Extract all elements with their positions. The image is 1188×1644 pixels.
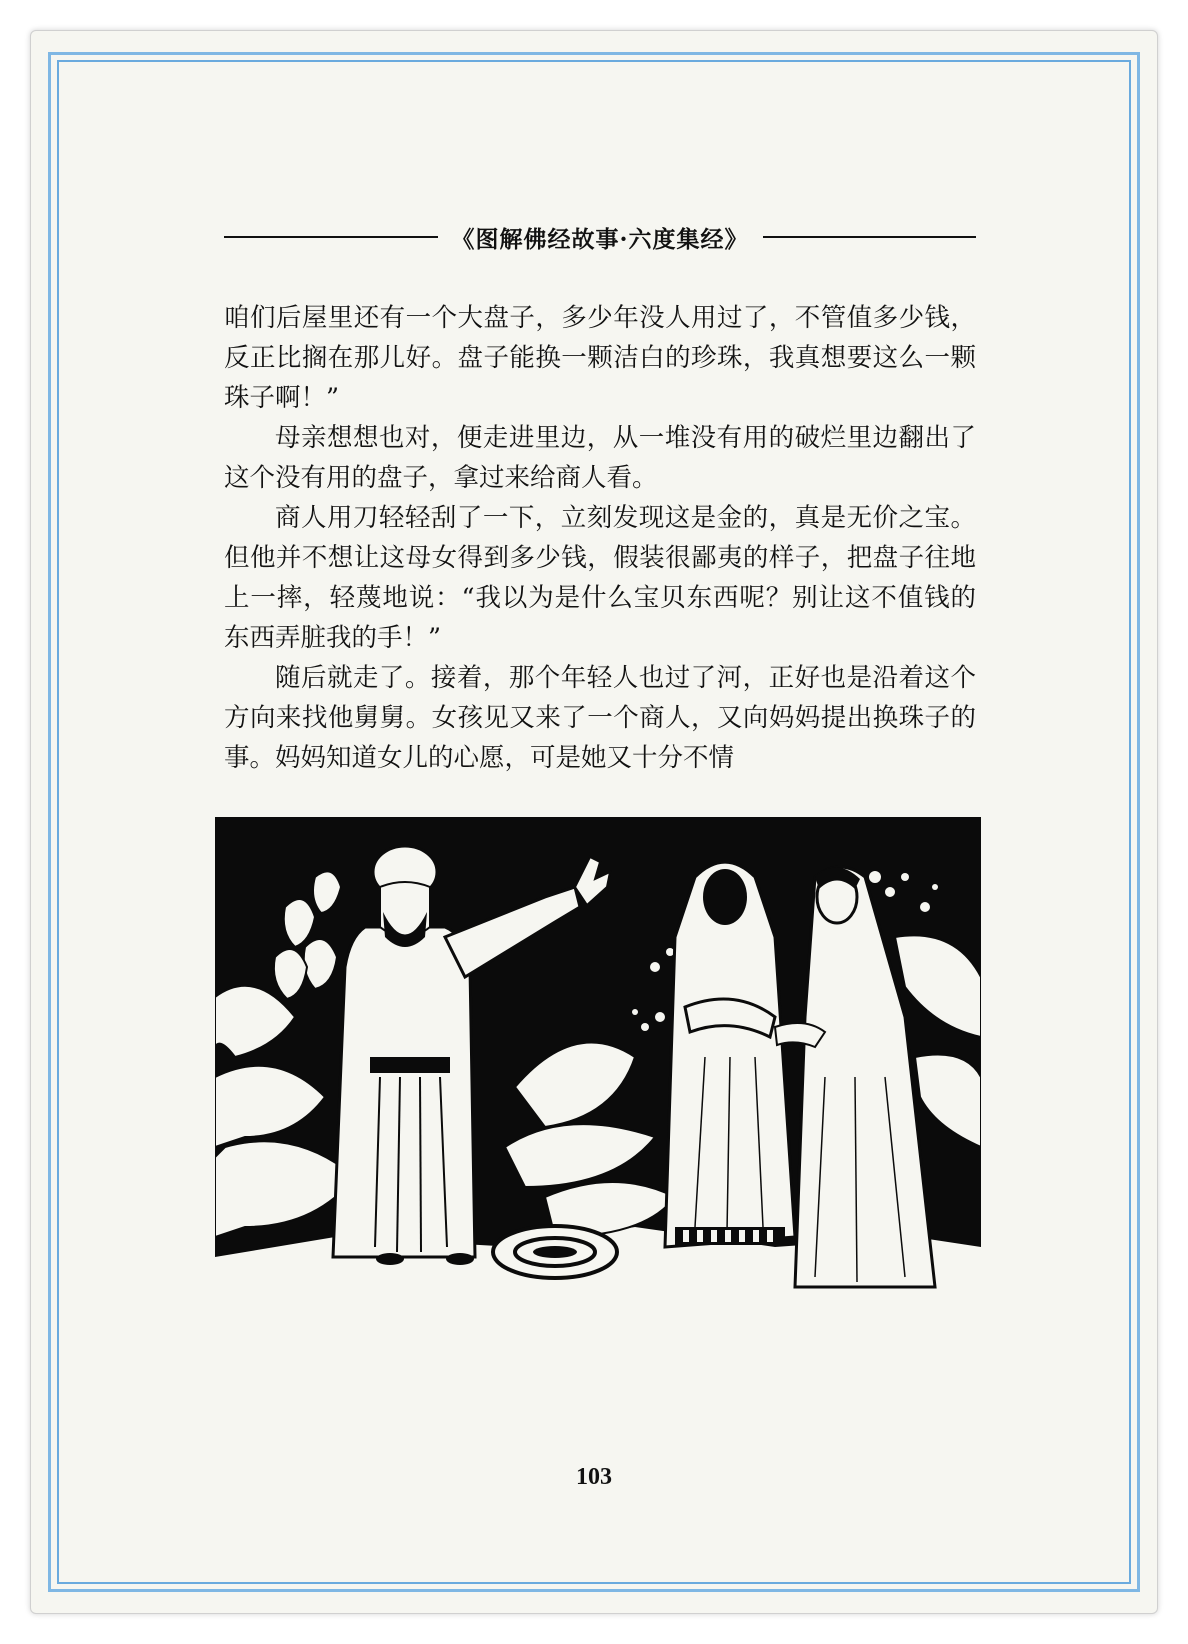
- running-header: [224, 222, 976, 252]
- woodcut-illustration: [215, 817, 981, 1337]
- paragraph-4: 随后就走了。接着，那个年轻人也过了河，正好也是沿着这个方向来找他舅舅。女孩见又来了一个商人，又向妈妈提出换珠子的事。妈妈知道女儿的心愿，可是她又十分不情: [224, 663, 976, 773]
- page-number: 103: [576, 1464, 612, 1490]
- paragraph-3: 商人用刀轻轻刮了一下，立刻发现这是金的，真是无价之宝。但他并不想让这母女得到多少钱，假装很鄙夷的样子，把盘子往地上一摔，轻蔑地说：“我以为是什么宝贝东西呢？别让这不值钱的东西弄脏我的手！”: [224, 503, 976, 653]
- body-text: [224, 298, 976, 778]
- book-title: 《图解佛经故事·六度集经》: [451, 225, 749, 253]
- header-rule-left: [224, 236, 438, 238]
- paragraph-1: 咱们后屋里还有一个大盘子，多少年没人用过了，不管值多少钱，反正比搁在那儿好。盘子能换一颗洁白的珍珠，我真想要这么一颗珠子啊！”: [224, 303, 976, 413]
- header-rule-right: [763, 236, 977, 238]
- paragraph-2: 母亲想想也对，便走进里边，从一堆没有用的破烂里边翻出了这个没有用的盘子，拿过来给商人看。: [224, 423, 976, 493]
